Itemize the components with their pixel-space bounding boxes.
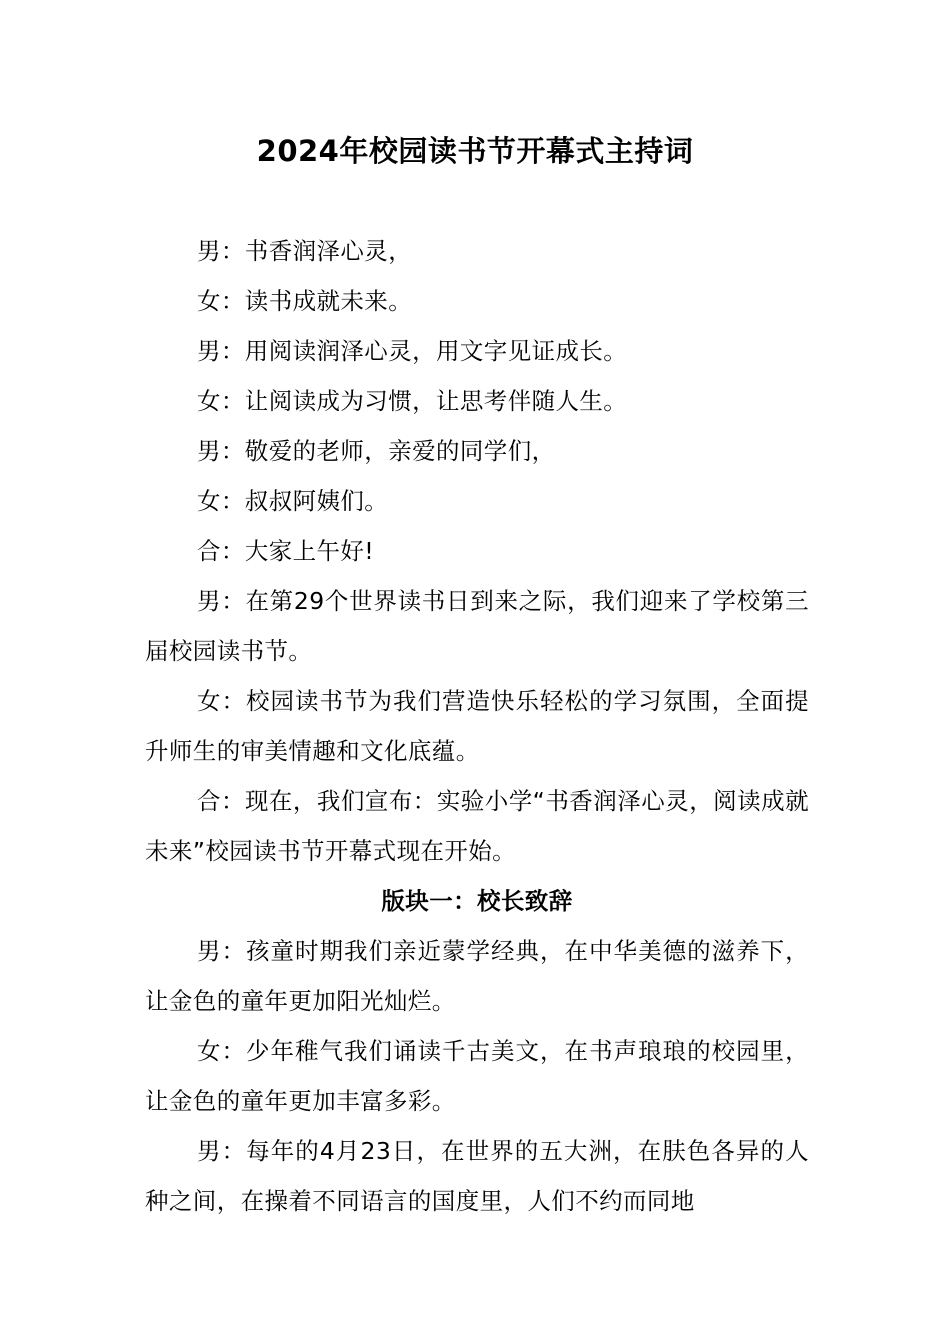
- paragraph: 合：现在，我们宣布：实验小学“书香润泽心灵，阅读成就未来”校园读书节开幕式现在开始。: [145, 787, 809, 865]
- paragraph: 女：少年稚气我们诵读千古美文，在书声琅琅的校园里，让金色的童年更加丰富多彩。: [145, 1037, 809, 1115]
- paragraph: 女：叔叔阿姨们。: [197, 487, 389, 515]
- document-body: [145, 226, 809, 1226]
- paragraph: 男：孩童时期我们亲近蒙学经典，在中华美德的滋养下，让金色的童年更加阳光灿烂。: [145, 937, 809, 1015]
- paragraph: 男：用阅读润泽心灵，用文字见证成长。: [197, 337, 628, 365]
- paragraph: 女：校园读书节为我们营造快乐轻松的学习氛围，全面提升师生的审美情趣和文化底蕴。: [145, 687, 809, 765]
- paragraph: 女：读书成就未来。: [197, 287, 413, 315]
- paragraph: 女：让阅读成为习惯，让思考伴随人生。: [197, 387, 628, 415]
- paragraph: 男：敬爱的老师，亲爱的同学们，: [197, 437, 556, 465]
- paragraph: 合：大家上午好!: [197, 537, 375, 565]
- section-heading: 版块一：校长致辞: [381, 887, 573, 915]
- paragraph: 男：每年的4月23日，在世界的五大洲，在肤色各异的人种之间，在操着不同语言的国度里，人们不约而同地: [145, 1137, 809, 1215]
- paragraph: 男：书香润泽心灵，: [197, 237, 413, 265]
- document-title: 2024年校园读书节开幕式主持词: [256, 134, 694, 168]
- paragraph: 男：在第29个世界读书日到来之际，我们迎来了学校第三届校园读书节。: [145, 587, 809, 665]
